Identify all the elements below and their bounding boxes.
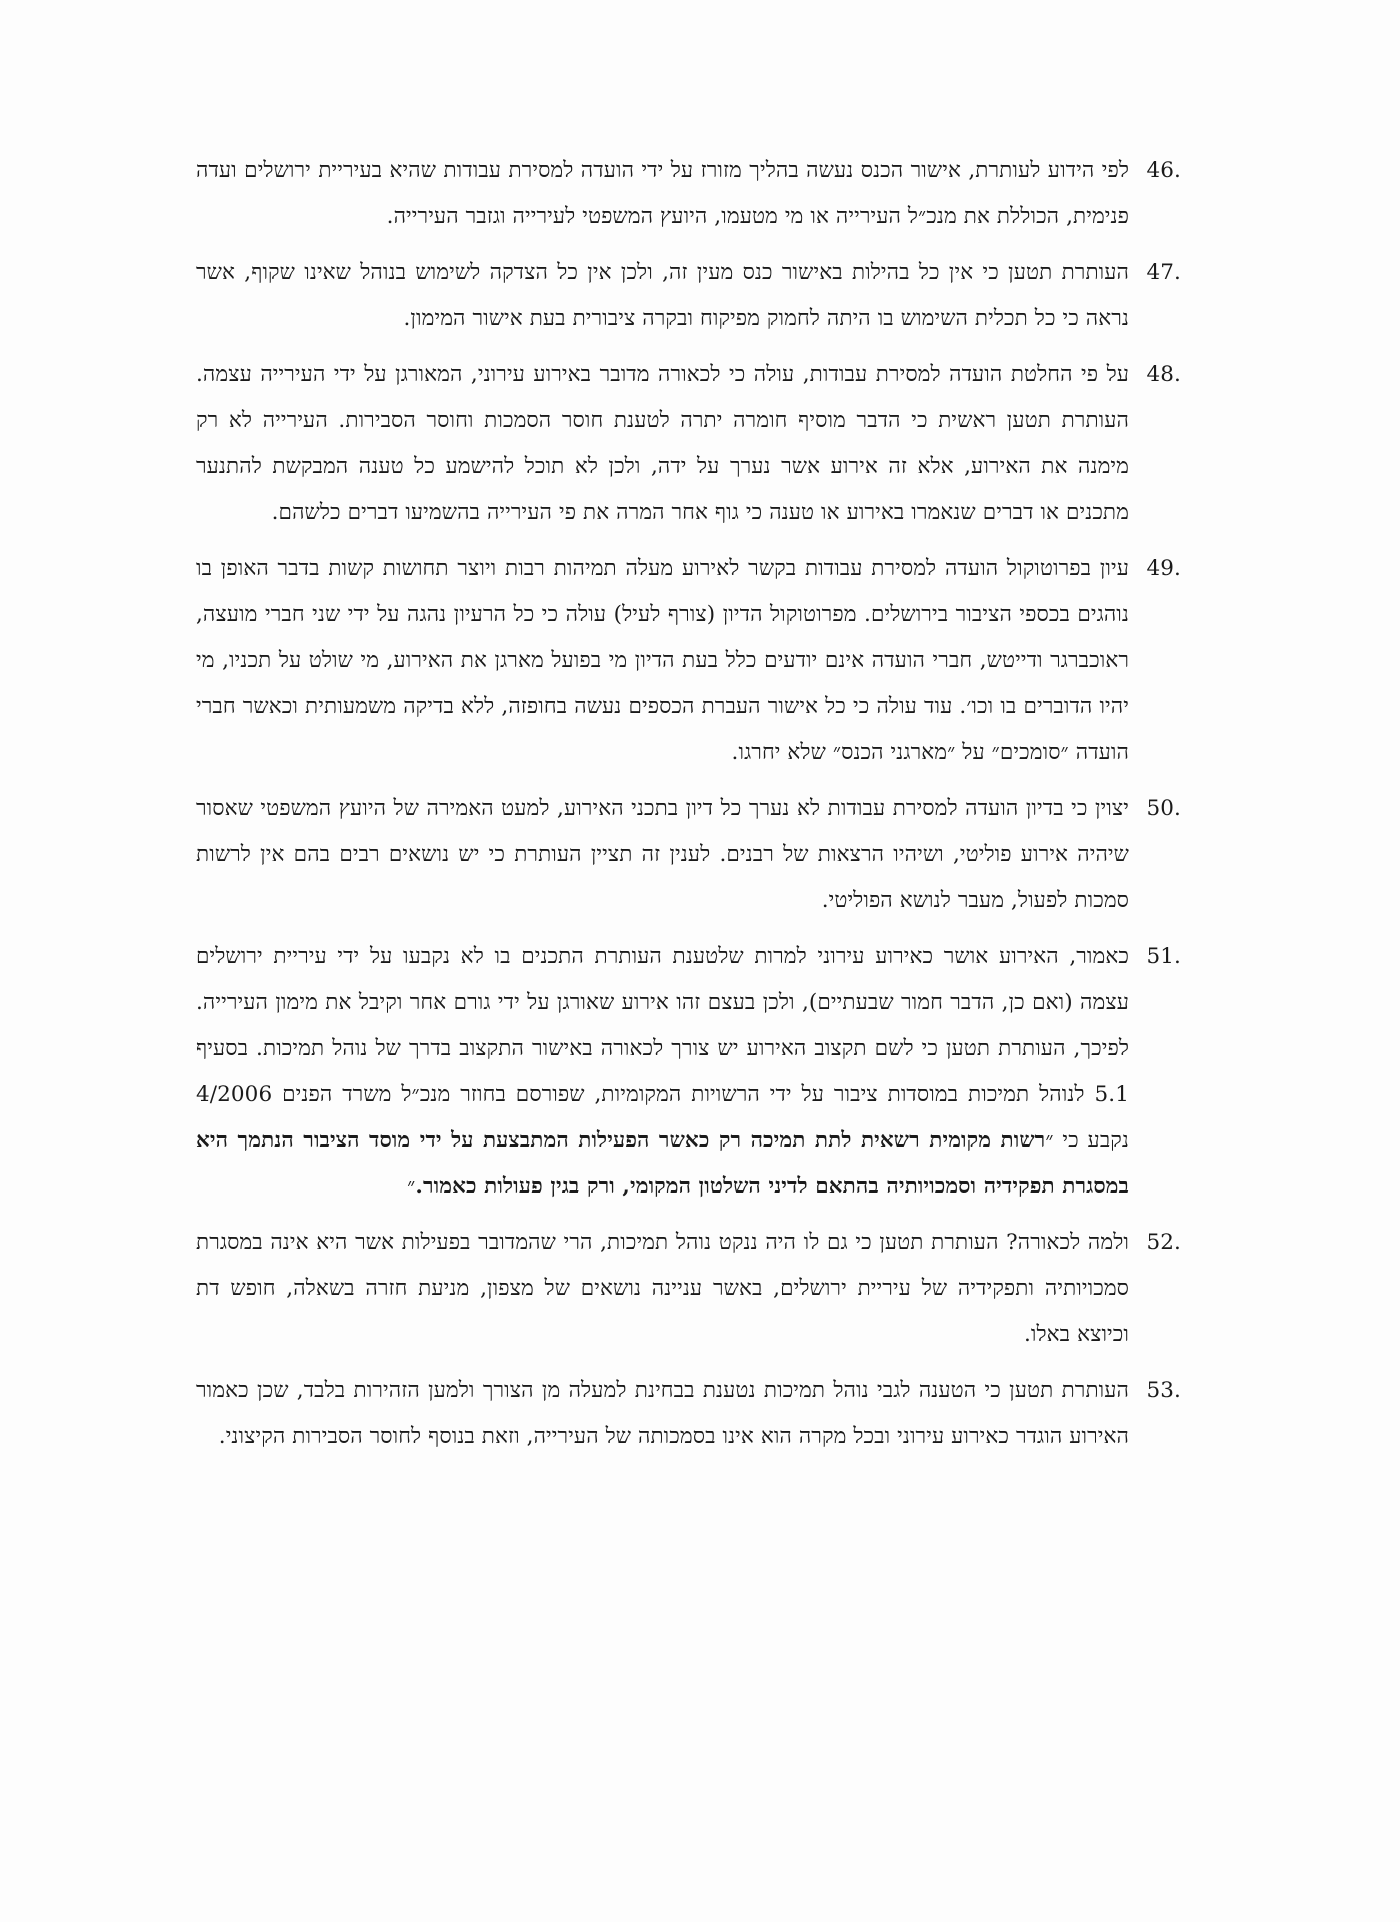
paragraph-text: על פי החלטת הועדה למסירת עבודות, עולה כי לכאורה מדובר באירוע עירוני, המאורגן על ידי העירייה עצמה. העותרת תטען ראשית כי הדבר מוסיף חומרה יתרה לטענת חוסר הסמכות וחוסר הסבירות. העירייה לא רק מימנה את האירוע, אלא זה אירוע אשר נערך על ידה, ולכן לא תוכל להישמע כל טענה המבקשת להתנער מתכנים או דברים שנאמרו באירוע או טענה כי גוף אחר המרה את פי העירייה בהשמיעו דברים כלשהם. <box>196 362 1129 525</box>
document-body <box>196 148 1181 1470</box>
paragraph-number: 52. <box>1146 1230 1181 1255</box>
quoted-regulation-bold: רשות מקומית רשאית לתת תמיכה רק כאשר הפעילות המתבצעת על ידי מוסד הציבור הנתמך היא במסגרת תפקידיה וסמכויותיה בהתאם לדיני השלטון המקומי, ורק בגין פעולות כאמור. <box>196 1128 1129 1199</box>
paragraph-47 <box>196 250 1181 342</box>
paragraph-text: יצוין כי בדיון הועדה למסירת עבודות לא נערך כל דיון בתכני האירוע, למעט האמירה של היועץ המשפטי שאסור שיהיה אירוע פוליטי, ושיהיו הרצאות של רבנים. לענין זה תציין העותרת כי יש נושאים רבים בהם אין לרשות סמכות לפעול, מעבר לנושא הפוליטי. <box>196 796 1129 913</box>
paragraph-text: לפי הידוע לעותרת, אישור הכנס נעשה בהליך מזורז על ידי הועדה למסירת עבודות שהיא בעיריית ירושלים ועדה פנימית, הכוללת את מנכ״ל העירייה או מי מטעמו, היועץ המשפטי לעירייה וגזבר העירייה. <box>196 158 1129 229</box>
paragraph-52 <box>196 1220 1181 1358</box>
paragraph-number: 51. <box>1146 944 1181 969</box>
closing-quote: ״ <box>407 1174 416 1199</box>
paragraph-text: ולמה לכאורה? העותרת תטען כי גם לו היה ננקט נוהל תמיכות, הרי שהמדובר בפעילות אשר היא אינה במסגרת סמכויותיה ותפקידיה של עיריית ירושלים, באשר עניינה נושאים של מצפון, מניעת חזרה בשאלה, חופש דת וכיוצא באלו. <box>196 1230 1129 1347</box>
paragraph-text: העותרת תטען כי אין כל בהילות באישור כנס מעין זה, ולכן אין כל הצדקה לשימוש בנוהל שאינו שקוף, אשר נראה כי כל תכלית השימוש בו היתה לחמוק מפיקוח ובקרה ציבורית בעת אישור המימון. <box>196 260 1129 331</box>
paragraph-text <box>196 934 1129 1210</box>
paragraph-50 <box>196 786 1181 924</box>
paragraph-text-plain: כאמור, האירוע אושר כאירוע עירוני למרות שלטענת העותרת התכנים בו לא נקבעו על ידי עיריית ירושלים עצמה (ואם כן, הדבר חמור שבעתיים), ולכן בעצם זהו אירוע שאורגן על ידי גורם אחר וקיבל את מימון העירייה. לפיכך, העותרת תטען כי לשם תקצוב האירוע יש צורך לכאורה באישור התקצוב בדרך של נוהל תמיכות. בסעיף 5.1 לנוהל תמיכות במוסדות ציבור על ידי הרשויות המקומיות, שפורסם בחוזר מנכ״ל משרד הפנים 4/2006 נקבע כי ״ <box>196 944 1129 1153</box>
paragraph-number: 48. <box>1146 362 1181 387</box>
paragraph-48 <box>196 352 1181 536</box>
paragraph-46 <box>196 148 1181 240</box>
paragraph-number: 49. <box>1146 556 1181 581</box>
paragraph-49 <box>196 546 1181 776</box>
paragraph-51 <box>196 934 1181 1210</box>
paragraph-text: עיון בפרוטוקול הועדה למסירת עבודות בקשר לאירוע מעלה תמיהות רבות ויוצר תחושות קשות בדבר האופן בו נוהגים בכספי הציבור בירושלים. מפרוטוקול הדיון (צורף לעיל) עולה כי כל הרעיון נהגה על ידי שני חברי מועצה, ראוכברגר ודייטש, חברי הועדה אינם יודעים כלל בעת הדיון מי בפועל מארגן את האירוע, מי שולט על תכניו, מי יהיו הדוברים בו וכו׳. עוד עולה כי כל אישור העברת הכספים נעשה בחופזה, ללא בדיקה משמעותית וכאשר חברי הועדה ״סומכים״ על ״מארגני הכנס״ שלא יחרגו. <box>196 556 1130 765</box>
paragraph-text: העותרת תטען כי הטענה לגבי נוהל תמיכות נטענת בבחינת למעלה מן הצורך ולמען הזהירות בלבד, שכן כאמור האירוע הוגדר כאירוע עירוני ובכל מקרה הוא אינו בסמכותה של העירייה, וזאת בנוסף לחוסר הסבירות הקיצוני. <box>196 1378 1129 1449</box>
paragraph-number: 53. <box>1146 1378 1181 1403</box>
paragraph-number: 50. <box>1146 796 1181 821</box>
paragraph-number: 46. <box>1146 158 1181 183</box>
paragraph-number: 47. <box>1146 260 1181 285</box>
paragraph-53 <box>196 1368 1181 1460</box>
